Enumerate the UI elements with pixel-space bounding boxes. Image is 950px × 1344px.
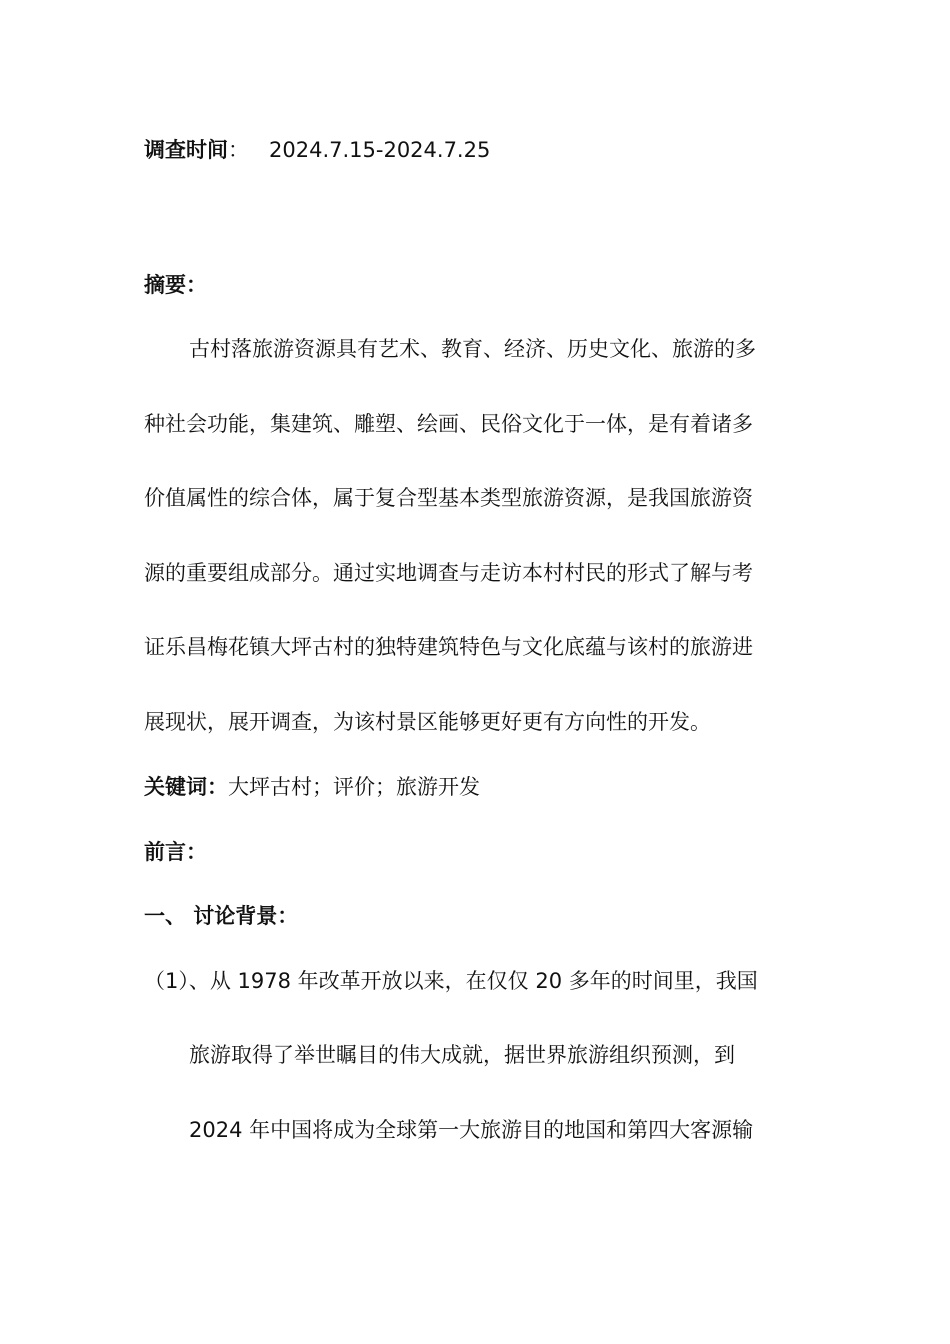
- keywords-text: 大坪古村；评价；旅游开发: [228, 775, 480, 799]
- section-heading: 一、 讨论背景：: [144, 904, 299, 928]
- list-item-line: 2024 年中国将成为全球第一大旅游目的地国和第四大客源输: [189, 1118, 754, 1142]
- list-item: [144, 966, 758, 996]
- list-item-marker: （1）、: [144, 969, 210, 993]
- abstract-heading: 摘要：: [144, 273, 207, 297]
- abstract-line: 展现状，展开调查，为该村景区能够更好更有方向性的开发。: [144, 710, 711, 734]
- survey-time-value: 2024.7.15-2024.7.25: [269, 138, 491, 162]
- keywords-label: 关键词：: [144, 775, 228, 799]
- survey-time-separator: ：: [228, 138, 249, 162]
- abstract-line: 源的重要组成部分。通过实地调查与走访本村村民的形式了解与考: [144, 561, 753, 585]
- survey-time-label: 调查时间: [144, 138, 228, 162]
- survey-time-row: [144, 135, 249, 165]
- abstract-line: 种社会功能，集建筑、雕塑、绘画、民俗文化于一体，是有着诸多: [144, 412, 753, 436]
- abstract-line: 价值属性的综合体，属于复合型基本类型旅游资源，是我国旅游资: [144, 486, 753, 510]
- abstract-line: 古村落旅游资源具有艺术、教育、经济、历史文化、旅游的多: [189, 337, 756, 361]
- keywords-row: [144, 772, 480, 802]
- preface-heading: 前言：: [144, 840, 207, 864]
- list-item-line: 旅游取得了举世瞩目的伟大成就，据世界旅游组织预测，到: [189, 1043, 735, 1067]
- abstract-line: 证乐昌梅花镇大坪古村的独特建筑特色与文化底蕴与该村的旅游进: [144, 635, 753, 659]
- list-item-line: 从 1978 年改革开放以来，在仅仅 20 多年的时间里，我国: [209, 969, 758, 993]
